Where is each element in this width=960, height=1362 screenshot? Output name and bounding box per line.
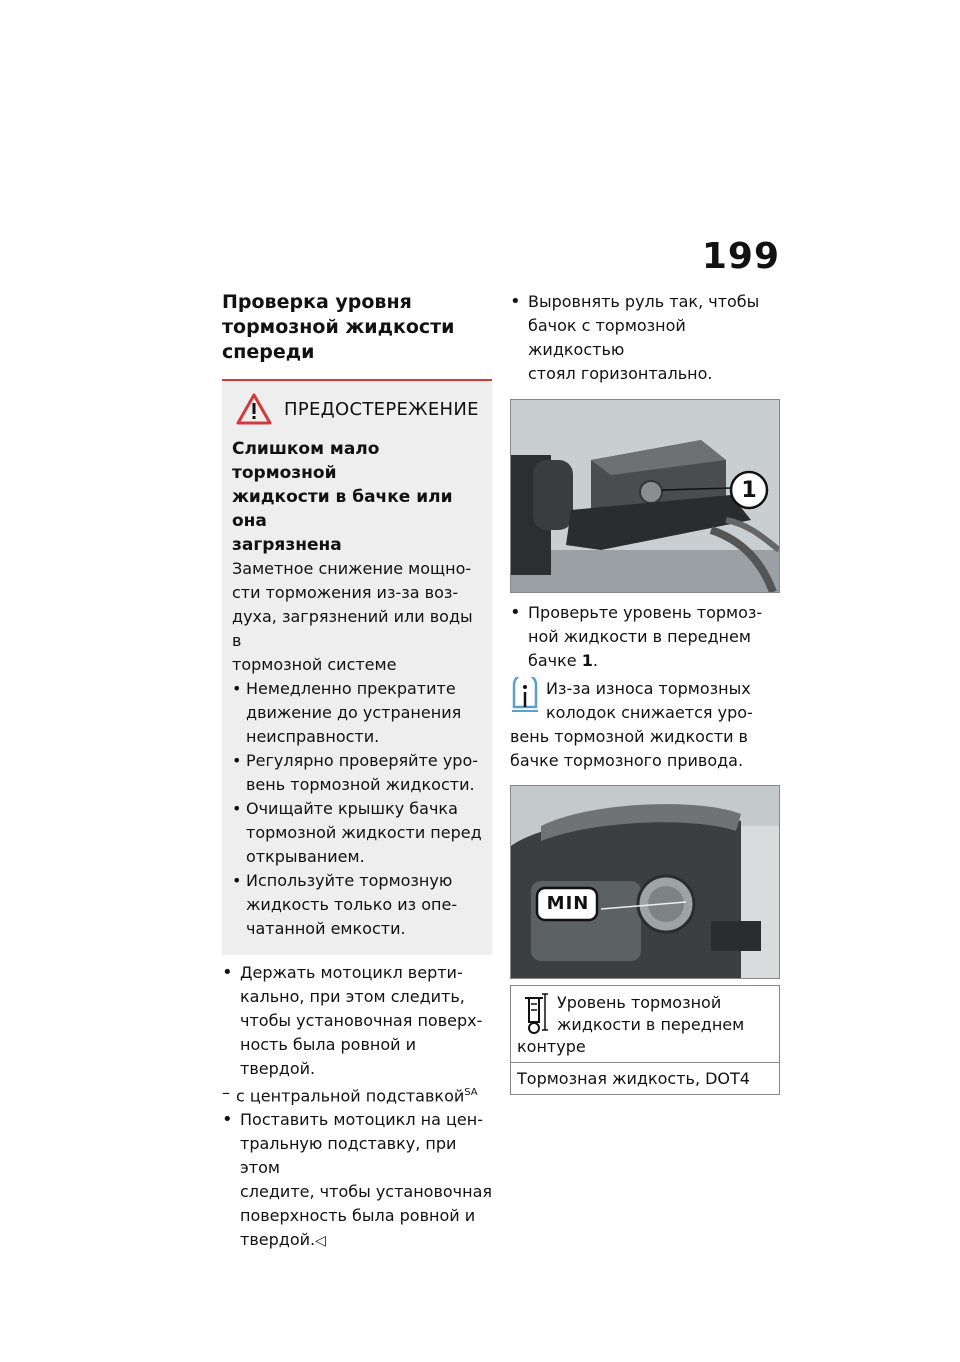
list-item: • Очищайте крышку бачка тормозной жидкости перед открыванием.: [232, 797, 482, 869]
spec-table: [510, 985, 780, 1095]
warning-bullets: [232, 677, 482, 941]
min-mark-photo: [510, 785, 780, 979]
min-level-illustration: [511, 786, 779, 978]
list-item: • Используйте тормозную жидкость только из опе- чатанной емкости.: [232, 869, 482, 941]
fluid-level-icon: [517, 992, 551, 1036]
page-number: 199: [701, 236, 780, 277]
condition-line: – с центральной подставкой$^{SA}$: [222, 1081, 492, 1108]
right-column: [510, 290, 780, 1095]
step-item: • Держать мотоцикл верти- кально, при этом следить, чтобы установочная поверх- ность была ровной и твердой.: [222, 961, 492, 1081]
callout-label: 1: [741, 478, 757, 503]
min-label: MIN: [546, 893, 590, 914]
spec-table-header: Уровень тормозной жидкости в переднем контуре: [511, 986, 779, 1063]
warning-text: Заметное снижение мощно- сти торможения из-за воз- духа, загрязнений или воды в тормозной системе: [232, 559, 473, 674]
list-item: • Немедленно прекратите движение до устранения неисправности.: [232, 677, 482, 749]
reservoir-photo: [510, 399, 780, 593]
left-column: [222, 290, 492, 1253]
info-icon: [510, 677, 540, 715]
list-item: • Регулярно проверяйте уро- вень тормозной жидкости.: [232, 749, 482, 797]
step-list-right-2: [510, 601, 780, 673]
end-of-section-mark: ◁: [315, 1233, 326, 1250]
spec-table-value: Тормозная жидкость, DOT4: [517, 1069, 750, 1088]
step-list-left-2: [222, 1108, 492, 1253]
step-item: • Выровнять руль так, чтобы бачок с тормозной жидкостью стоял горизонтально.: [510, 290, 780, 386]
callout-reference: 1: [581, 651, 593, 670]
step-item: • Проверьте уровень тормоз- ной жидкости в переднем бачке 1.: [510, 601, 780, 673]
warning-triangle-icon: [236, 393, 272, 425]
info-note: Из-за износа тормозных колодок снижается уро-: [510, 677, 780, 725]
step-list-right: [510, 290, 780, 386]
warning-subtitle: Слишком мало тормозной жидкости в бачке или она загрязнена: [232, 439, 453, 555]
warning-heading: ПРЕДОСТЕРЕЖЕНИЕ: [284, 398, 479, 420]
warning-box: [222, 381, 492, 955]
info-note-continued: вень тормозной жидкости в бачке тормозного привода.: [510, 727, 748, 770]
optional-equipment-mark: SA: [464, 1087, 478, 1098]
warning-header: [236, 393, 482, 425]
step-list-left: [222, 961, 492, 1081]
section-title: Проверка уровня тормозной жидкости спереди: [222, 291, 455, 363]
step-item: • Поставить мотоцикл на цен- тральную подставку, при этом следите, чтобы установочная поверхность была ровной и твердой.◁: [222, 1108, 492, 1253]
